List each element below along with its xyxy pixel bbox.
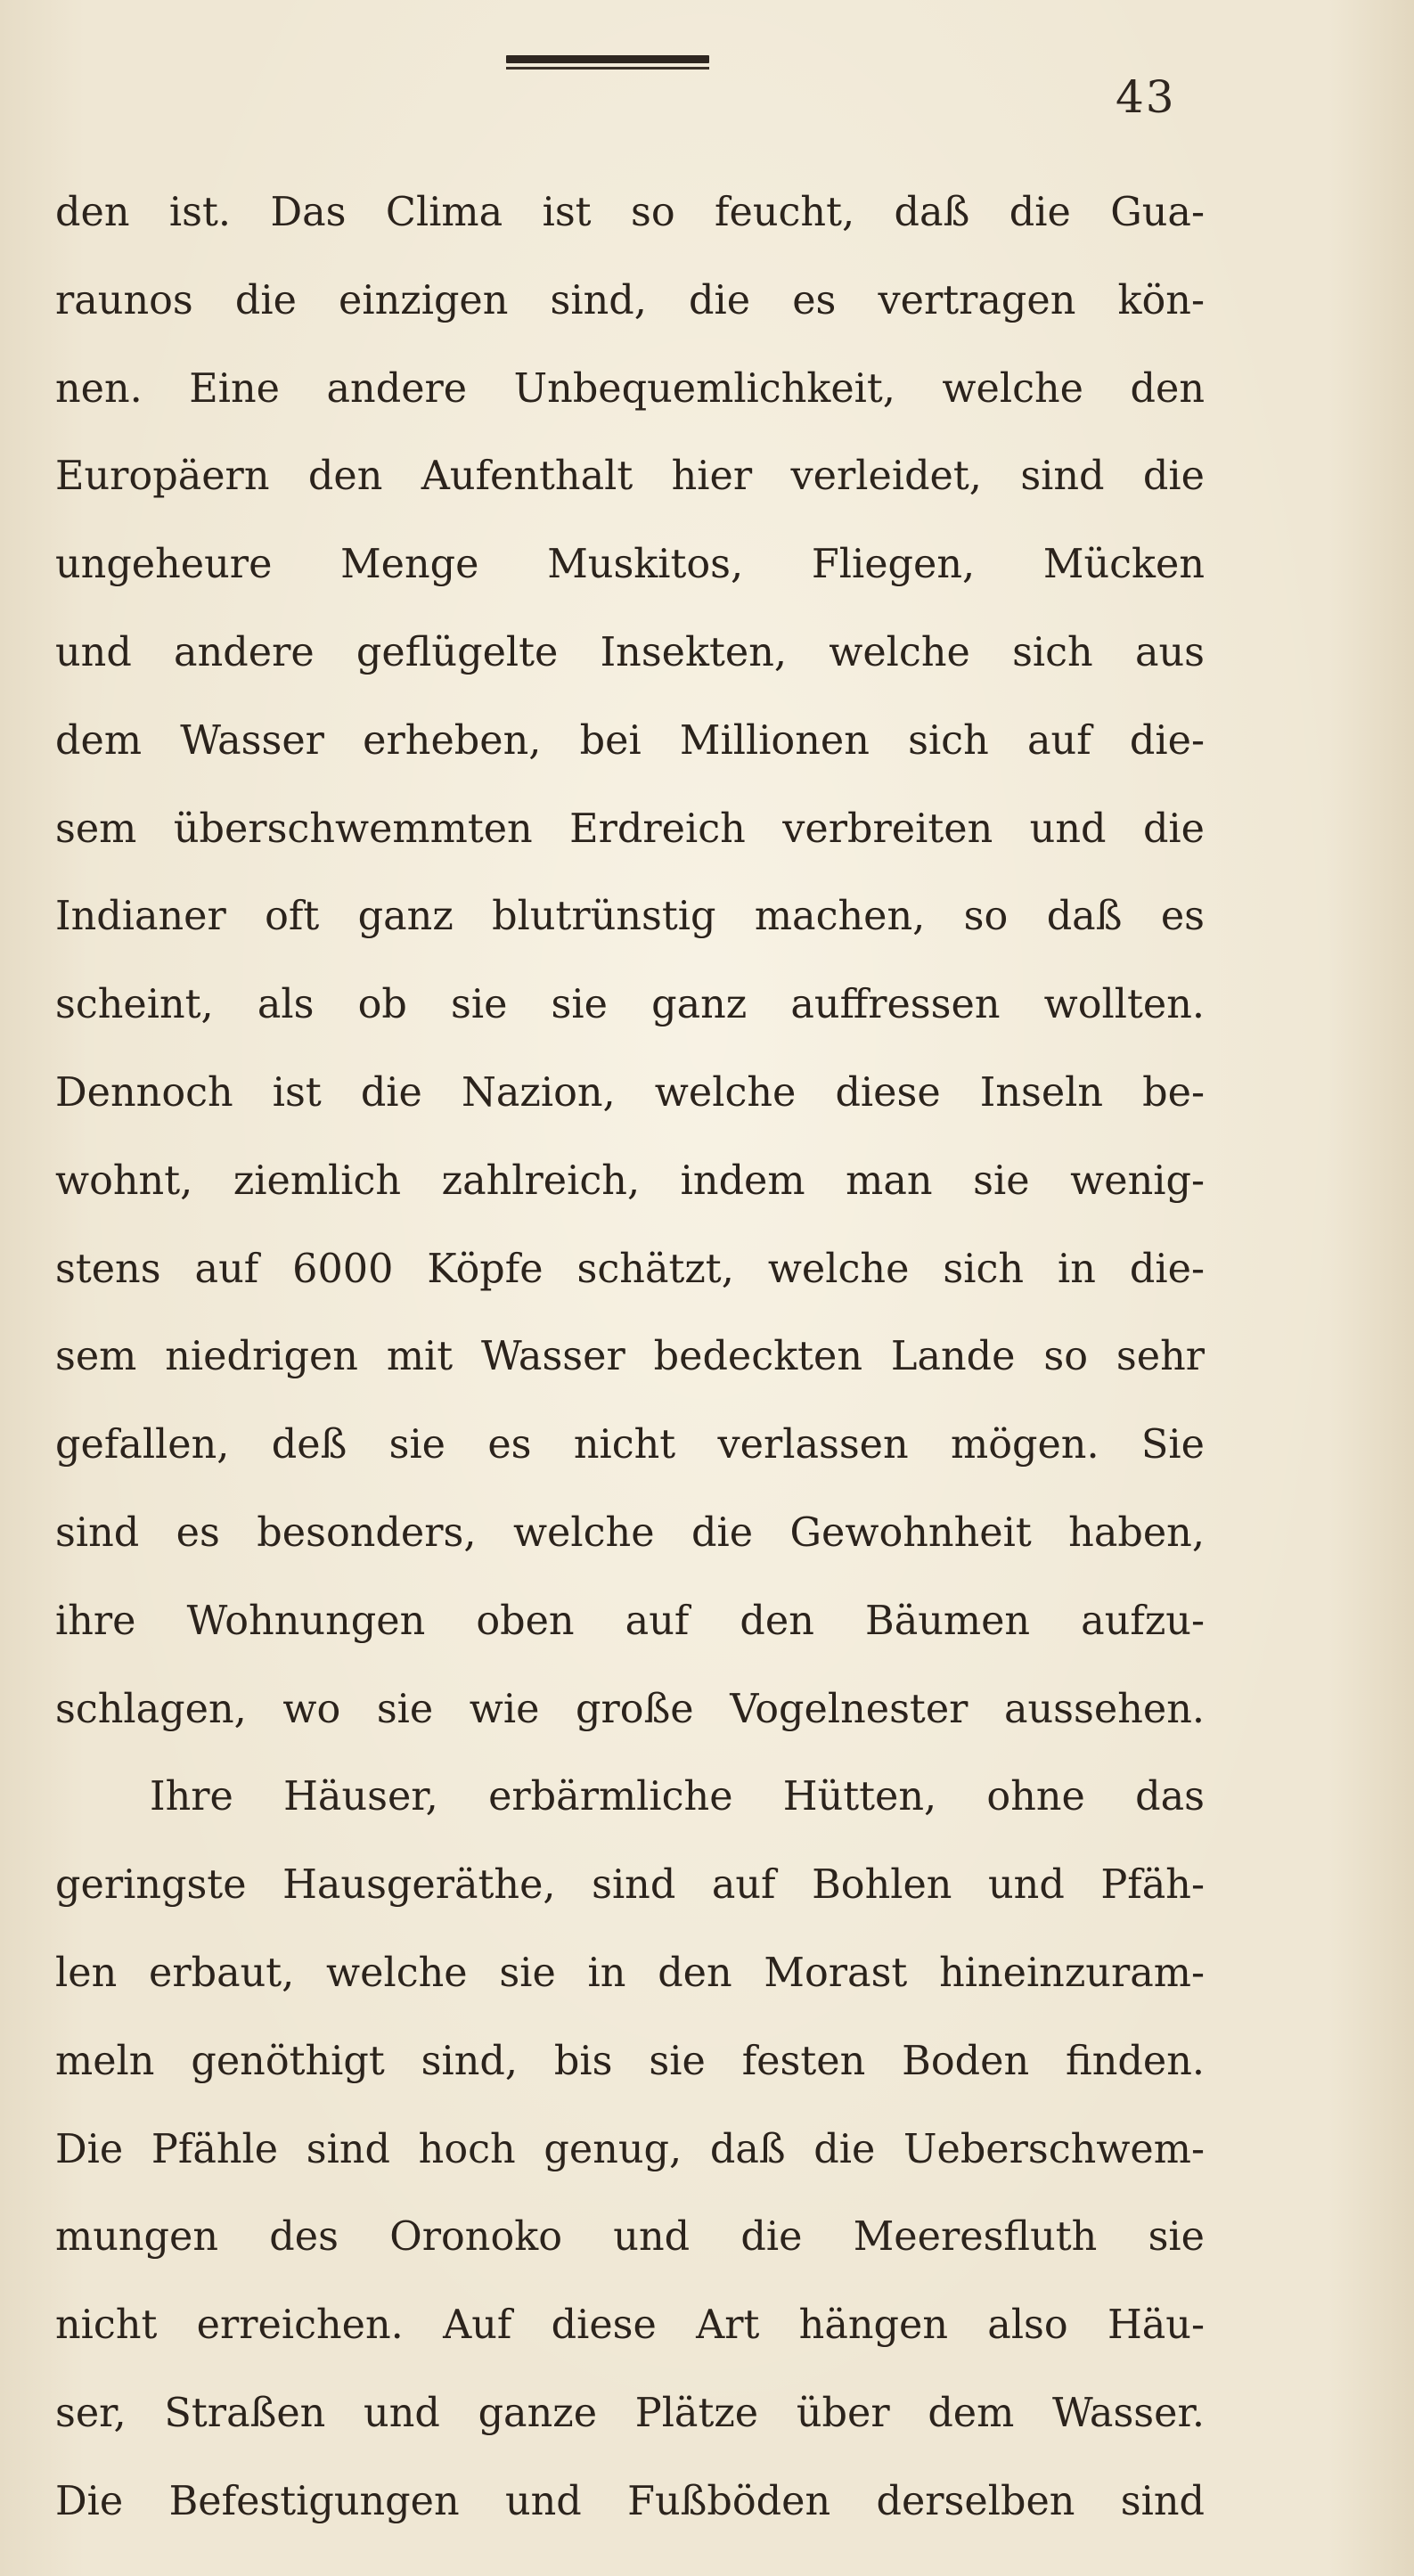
- text-line: scheint, als ob sie sie ganz auffressen wollten.: [55, 982, 1205, 1028]
- text-line: geringste Hausgeräthe, sind auf Bohlen und Pfäh-: [55, 1862, 1205, 1909]
- header-rule-thin: [506, 67, 709, 70]
- text-line: raunos die einzigen sind, die es vertragen kön-: [55, 277, 1205, 323]
- text-line: Europäern den Aufenthalt hier verleidet, sind die: [55, 454, 1205, 500]
- text-line: ihre Wohnungen oben auf den Bäumen aufzu-: [55, 1598, 1205, 1644]
- text-line: meln genöthigt sind, bis sie festen Boden finden.: [55, 2038, 1205, 2084]
- text-line: nen. Eine andere Unbequemlichkeit, welche den: [55, 365, 1205, 412]
- text-line: stens auf 6000 Köpfe schätzt, welche sich in die-: [55, 1246, 1205, 1292]
- text-line: Die Befestigungen und Fußböden derselben sind: [55, 2478, 1205, 2524]
- text-line: und andere geflügelte Insekten, welche sich aus: [55, 629, 1205, 675]
- text-line: sem niedrigen mit Wasser bedeckten Lande so sehr: [55, 1334, 1205, 1380]
- text-line: Indianer oft ganz blutrünstig machen, so daß es: [55, 894, 1205, 940]
- text-line: dem Wasser erheben, bei Millionen sich auf die-: [55, 717, 1205, 764]
- text-line: nicht erreichen. Auf diese Art hängen also Häu-: [55, 2302, 1205, 2349]
- text-line: wohnt, ziemlich zahlreich, indem man sie wenig-: [55, 1157, 1205, 1204]
- text-line: mungen des Oronoko und die Meeresfluth sie: [55, 2214, 1205, 2261]
- body-text: [55, 169, 1205, 2547]
- text-line: sind es besonders, welche die Gewohnheit haben,: [55, 1509, 1205, 1556]
- text-line: ser, Straßen und ganze Plätze über dem Wasser.: [55, 2390, 1205, 2436]
- page-number: 43: [1116, 71, 1176, 123]
- header-rule-thick: [506, 55, 709, 63]
- text-line: Dennoch ist die Nazion, welche diese Inseln be-: [55, 1069, 1205, 1116]
- text-line: schlagen, wo sie wie große Vogelnester aussehen.: [55, 1686, 1205, 1732]
- text-line: gefallen, deß sie es nicht verlassen mögen. Sie: [55, 1422, 1205, 1468]
- text-line: len erbaut, welche sie in den Morast hineinzuram-: [55, 1950, 1205, 1996]
- text-line: den ist. Das Clima ist so feucht, daß die Gua-: [55, 190, 1205, 235]
- text-line-paragraph-start: Ihre Häuser, erbärmliche Hütten, ohne das: [150, 1774, 1205, 1820]
- text-line: ungeheure Menge Muskitos, Fliegen, Mücken: [55, 542, 1205, 588]
- text-line: Die Pfähle sind hoch genug, daß die Ueberschwem-: [55, 2126, 1205, 2172]
- text-line: sem überschwemmten Erdreich verbreiten und die: [55, 806, 1205, 852]
